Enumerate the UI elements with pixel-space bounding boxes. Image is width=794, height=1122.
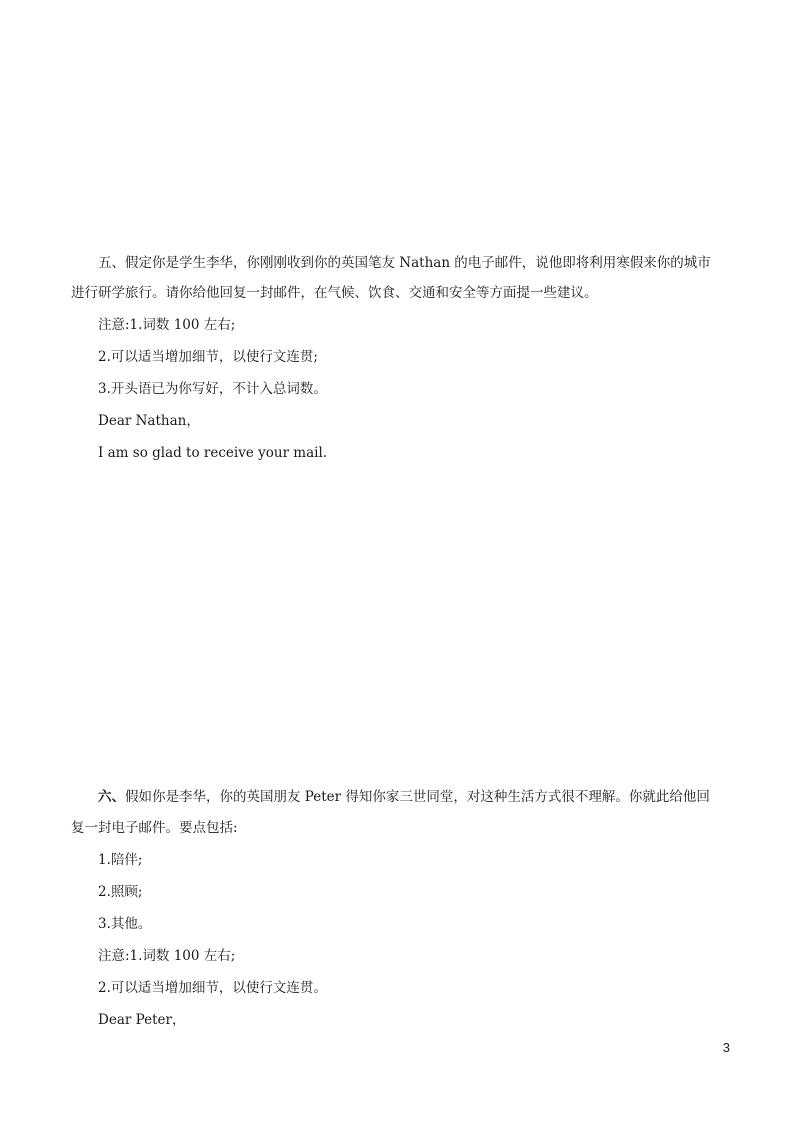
section6-note2: 2.可以适当增加细节，以使行文连贯。: [98, 980, 327, 996]
section5-prompt-line1: 五、假定你是学生李华，你刚刚收到你的英国笔友 Nathan 的电子邮件，说他即将利用寒假来你的城市: [98, 255, 711, 271]
section6-number-label: 六、: [98, 789, 125, 805]
section6-prompt-line1: [98, 788, 710, 806]
section5-note3: 3.开头语已为你写好，不计入总词数。: [98, 381, 327, 397]
section5-note1: 注意:1.词数 100 左右;: [98, 317, 236, 333]
section5-greeting: Dear Nathan，: [98, 413, 200, 429]
section6-prompt-line2: 复一封电子邮件。要点包括:: [71, 820, 238, 836]
section6-prompt-text: 假如你是李华，你的英国朋友 Peter 得知你家三世同堂，对这种生活方式很不理解。你就此给他回: [125, 789, 710, 805]
section6-point1: 1.陪伴;: [98, 852, 143, 868]
section5-note2: 2.可以适当增加细节，以使行文连贯;: [98, 349, 318, 365]
section5-prompt-line2: 进行研学旅行。请你给他回复一封邮件，在气候、饮食、交通和安全等方面提一些建议。: [71, 285, 598, 301]
section6-note1: 注意:1.词数 100 左右;: [98, 948, 236, 964]
section6-point3: 3.其他。: [98, 916, 152, 932]
section5-opening-sentence: I am so glad to receive your mail.: [98, 445, 328, 461]
section6-greeting: Dear Peter，: [98, 1012, 186, 1028]
section6-point2: 2.照顾;: [98, 884, 143, 900]
page-number: 3: [722, 1040, 730, 1055]
